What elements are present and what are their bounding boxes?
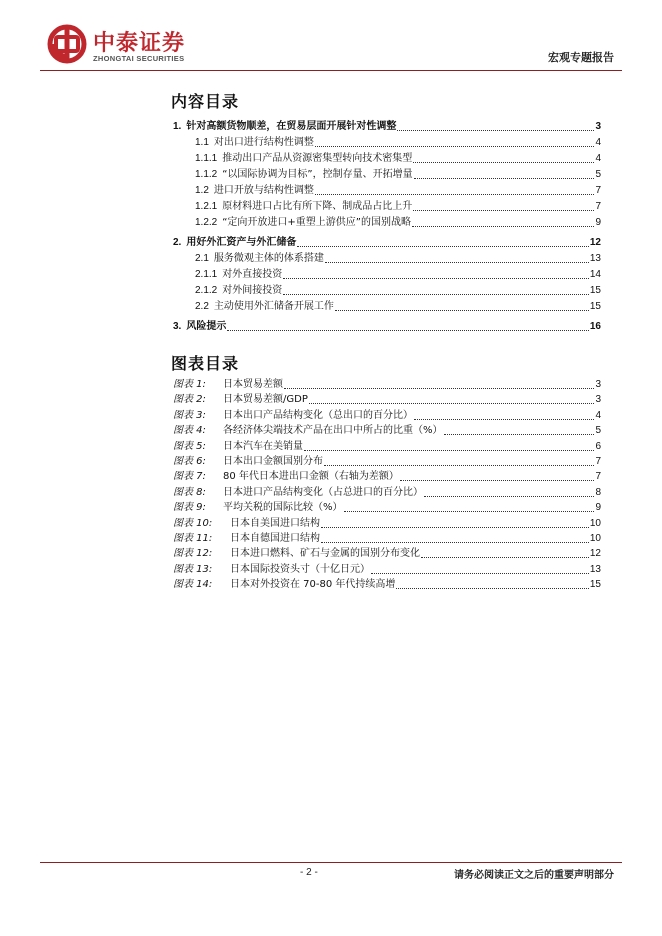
page-header xyxy=(0,0,662,80)
figure-entry-label: 图表 12: xyxy=(173,548,213,560)
toc-entry-number: 3. xyxy=(173,321,182,332)
figure-entry[interactable] xyxy=(173,562,601,576)
figure-entry-page: 6 xyxy=(595,440,601,452)
footer-divider xyxy=(40,862,622,863)
figure-entry-label: 图表 2: xyxy=(173,394,206,406)
dot-leader xyxy=(321,533,589,543)
toc-entry-title: 对出口进行结构性调整 xyxy=(213,137,314,148)
figure-entry-label: 图表 3: xyxy=(173,409,206,421)
toc-entry-number: 1.1 xyxy=(195,137,209,148)
figure-entry-label: 图表 7: xyxy=(173,471,206,483)
figure-entry-page: 3 xyxy=(595,394,601,406)
figure-entry-title: 日本对外投资在 70-80 年代持续高增 xyxy=(230,579,396,591)
figure-entry-page: 12 xyxy=(589,548,601,560)
figure-entry-title: 日本自美国进口结构 xyxy=(230,517,320,529)
figure-entry-label: 图表 5: xyxy=(173,440,206,452)
toc-entry-title: 原材料进口占比有所下降、制成品占比上升 xyxy=(222,201,413,212)
dot-leader xyxy=(315,185,595,195)
dot-leader xyxy=(396,579,588,589)
footer-disclaimer: 请务必阅读正文之后的重要声明部分 xyxy=(454,870,614,881)
figure-entry-title: 日本贸易差额 xyxy=(223,379,283,390)
figure-entry[interactable] xyxy=(173,439,601,453)
toc-entry-number: 1.1.2 xyxy=(195,169,218,180)
zhongtai-logo-icon xyxy=(47,24,87,64)
figure-entry-page: 9 xyxy=(595,502,601,514)
toc-entry[interactable] xyxy=(195,151,601,165)
dot-leader xyxy=(325,253,589,263)
toc-entry-page: 4 xyxy=(595,153,601,164)
toc-entry-page: 13 xyxy=(589,253,601,264)
toc-entry[interactable] xyxy=(173,119,601,133)
figure-entry-title: 日本出口金额国别分布 xyxy=(223,456,323,467)
report-type-label: 宏观专题报告 xyxy=(548,51,614,64)
toc-entry-number: 1.1.1 xyxy=(195,153,218,164)
toc-entry-number: 2.1.2 xyxy=(195,285,218,296)
toc-entry-number: 1. xyxy=(173,121,182,132)
toc-entry[interactable] xyxy=(173,319,601,333)
toc-entry-page: 14 xyxy=(589,269,601,280)
dot-leader xyxy=(321,518,589,528)
toc-entry-title: 对外间接投资 xyxy=(222,285,283,296)
figure-entry-title: 日本自德国进口结构 xyxy=(230,533,320,544)
toc-entry[interactable] xyxy=(195,283,601,297)
figure-entry-page: 5 xyxy=(595,425,601,437)
figure-entry[interactable] xyxy=(173,577,601,591)
toc-entry[interactable] xyxy=(195,215,601,229)
toc-entry-number: 1.2.1 xyxy=(195,201,218,212)
toc-entry-number: 1.2.2 xyxy=(195,217,218,228)
figure-entry-title: 日本进口燃料、矿石与金属的国别分布变化 xyxy=(230,548,420,560)
toc-entry[interactable] xyxy=(173,235,601,249)
dot-leader xyxy=(414,169,595,179)
dot-leader xyxy=(227,321,589,331)
figure-entry-label: 图表 14: xyxy=(173,579,213,591)
toc-entry-title: 推动出口产品从资源密集型转向技术密集型 xyxy=(222,153,413,164)
toc-entry[interactable] xyxy=(195,167,601,181)
figure-entry[interactable] xyxy=(173,408,601,422)
figure-entry[interactable] xyxy=(173,377,601,391)
page-number: - 2 - xyxy=(300,867,318,878)
figure-entry-label: 图表 13: xyxy=(173,563,213,575)
figure-entry-label: 图表 11: xyxy=(173,533,213,544)
toc-entry-title: “定向开放进口+重塑上游供应”的国别战略 xyxy=(222,217,411,228)
figure-entry-page: 10 xyxy=(589,533,601,544)
toc-entry-number: 2.2 xyxy=(195,301,209,312)
figure-entry-page: 7 xyxy=(595,456,601,467)
toc-entry[interactable] xyxy=(195,183,601,197)
toc-entry-page: 15 xyxy=(589,285,601,296)
header-divider xyxy=(40,70,622,71)
dot-leader xyxy=(413,153,594,163)
toc-entry-title: 对外直接投资 xyxy=(222,269,283,280)
dot-leader xyxy=(444,425,595,435)
toc-entry-page: 7 xyxy=(595,201,601,212)
dot-leader xyxy=(297,237,589,247)
toc-entry-page: 7 xyxy=(595,185,601,196)
toc-entry-title: 主动使用外汇储备开展工作 xyxy=(213,301,334,312)
figure-entry-label: 图表 8: xyxy=(173,486,206,498)
dot-leader xyxy=(283,269,589,279)
toc-entry-number: 1.2 xyxy=(195,185,209,196)
figure-entry-label: 图表 10: xyxy=(173,517,213,529)
figure-entry-label: 图表 1: xyxy=(173,379,206,390)
figure-entry[interactable] xyxy=(173,423,601,437)
figure-entry[interactable] xyxy=(173,469,601,483)
figure-entry-page: 10 xyxy=(589,517,601,529)
figure-entry-label: 图表 4: xyxy=(173,425,206,437)
figure-entry[interactable] xyxy=(173,485,601,499)
logo-english-name: ZHONGTAI SECURITIES xyxy=(93,54,185,63)
figure-entry-label: 图表 9: xyxy=(173,502,206,514)
toc-entry-page: 16 xyxy=(589,321,601,332)
figure-entry-title: 各经济体尖端技术产品在出口中所占的比重（%） xyxy=(223,425,443,437)
dot-leader xyxy=(344,502,595,512)
figure-entry-title: 日本汽车在美销量 xyxy=(223,440,303,452)
figure-entry[interactable] xyxy=(173,454,601,468)
toc-entry-page: 9 xyxy=(595,217,601,228)
toc-entry[interactable] xyxy=(195,251,601,265)
figure-entry-page: 8 xyxy=(595,486,601,498)
toc-entry[interactable] xyxy=(195,267,601,281)
dot-leader xyxy=(324,456,594,466)
toc-entry-number: 2.1 xyxy=(195,253,209,264)
dot-leader xyxy=(400,471,595,481)
dot-leader xyxy=(397,121,594,131)
dot-leader xyxy=(284,379,594,389)
dot-leader xyxy=(309,394,595,404)
dot-leader xyxy=(304,441,594,451)
figure-entry[interactable] xyxy=(173,516,601,530)
dot-leader xyxy=(335,301,589,311)
toc-entry[interactable] xyxy=(195,199,601,213)
figure-entry[interactable] xyxy=(173,531,601,545)
toc-entry-page: 3 xyxy=(595,121,601,132)
dot-leader xyxy=(413,201,594,211)
figure-entry-page: 4 xyxy=(595,409,601,421)
toc-entry[interactable] xyxy=(195,299,601,313)
toc-entry-title: “以国际协调为目标”，控制存量、开拓增量 xyxy=(222,169,413,180)
figure-entry-page: 13 xyxy=(589,563,601,575)
dot-leader xyxy=(414,410,594,420)
dot-leader xyxy=(283,285,589,295)
figure-entry-title: 平均关税的国际比较（%） xyxy=(223,502,343,514)
figures-title: 图表目录 xyxy=(171,354,240,373)
toc-title: 内容目录 xyxy=(171,92,240,111)
dot-leader xyxy=(315,137,595,147)
toc-entry[interactable] xyxy=(195,135,601,149)
toc-entry-title: 服务微观主体的体系搭建 xyxy=(213,253,324,264)
figure-entry-title: 日本国际投资头寸（十亿日元） xyxy=(230,563,370,575)
dot-leader xyxy=(424,487,594,497)
figure-entry[interactable] xyxy=(173,546,601,560)
dot-leader xyxy=(412,217,594,227)
figure-entry-title: 日本贸易差额/GDP xyxy=(223,394,308,406)
figure-entry[interactable] xyxy=(173,392,601,406)
figure-entry-title: 日本出口产品结构变化（总出口的百分比） xyxy=(223,409,413,421)
toc-entry-title: 风险提示 xyxy=(186,321,227,332)
company-logo xyxy=(47,24,217,68)
toc-entry-title: 针对高额货物顺差，在贸易层面开展针对性调整 xyxy=(186,121,397,132)
toc-entry-title: 用好外汇资产与外汇储备 xyxy=(186,237,297,248)
toc-entry-title: 进口开放与结构性调整 xyxy=(213,185,314,196)
figure-entry-title: 日本进口产品结构变化（占总进口的百分比） xyxy=(223,486,423,498)
toc-entry-number: 2. xyxy=(173,237,182,248)
dot-leader xyxy=(371,564,589,574)
figure-entry[interactable] xyxy=(173,500,601,514)
toc-entry-page: 15 xyxy=(589,301,601,312)
figure-entry-page: 3 xyxy=(595,379,601,390)
figure-entry-title: 80 年代日本进出口金额（右轴为差额） xyxy=(223,471,399,483)
figure-entry-label: 图表 6: xyxy=(173,456,206,467)
toc-entry-page: 12 xyxy=(589,237,601,248)
toc-entry-page: 5 xyxy=(595,169,601,180)
toc-entry-page: 4 xyxy=(595,137,601,148)
figure-entry-page: 7 xyxy=(595,471,601,483)
logo-chinese-name: 中泰证券 xyxy=(93,31,186,56)
figure-entry-page: 15 xyxy=(589,579,601,591)
toc-entry-number: 2.1.1 xyxy=(195,269,218,280)
dot-leader xyxy=(421,548,589,558)
